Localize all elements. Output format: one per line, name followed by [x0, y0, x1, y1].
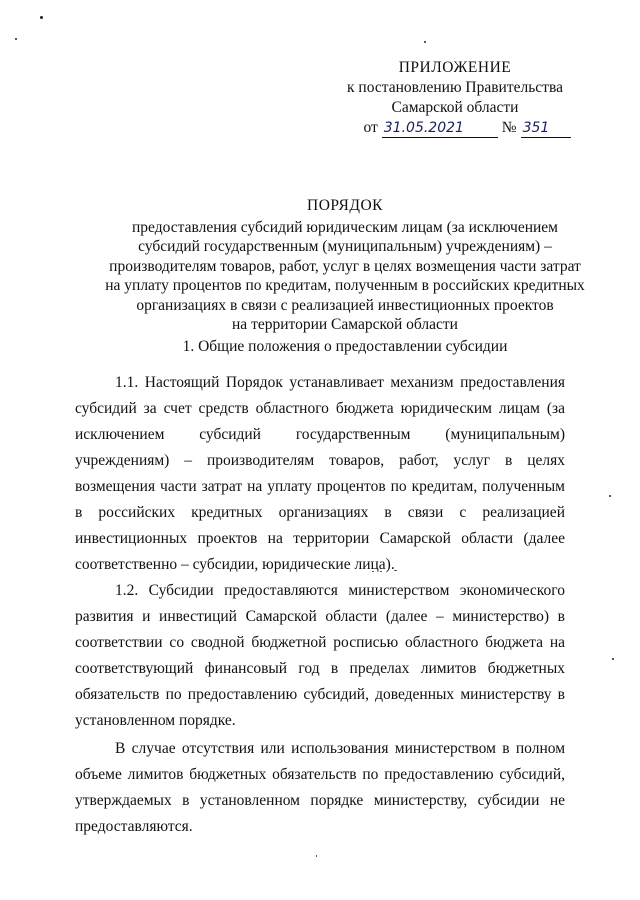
scan-speck [15, 38, 17, 40]
scan-speck [612, 658, 614, 660]
appendix-date-line [350, 118, 580, 138]
appendix-line-1: к постановлению Правительства [347, 79, 563, 96]
document-subtitle-line: на уплату процентов по кредитам, полученным в российских кредитных [105, 277, 585, 294]
date-prefix: от [363, 119, 378, 136]
document-title-block [60, 196, 630, 335]
handwritten-number: 351 [521, 119, 571, 138]
appendix-block [330, 58, 580, 138]
scan-speck [316, 855, 317, 857]
document-subtitle-line: организациях в связи с реализацией инвестиционных проектов [136, 296, 554, 314]
document-subtitle-line: производителям товаров, работ, услуг в целях возмещения части затрат [109, 257, 581, 275]
paragraph-1-2-continued: В случае отсутствия или использования министерством в полном объеме лимитов бюджетных обязательств по предоставлению субсидий, утверждаемых в установленном порядке министерству, субсидии не предоставляются. [75, 740, 565, 835]
handwritten-date: 31.05.2021 [382, 119, 498, 138]
paragraph-1-1: 1.1. Настоящий Порядок устанавливает механизм предоставления субсидий за счет средств областного бюджета юридическим лицам (за исключением субсидий государственным (муниципальным) учреждениям) – производителям товаров, работ, услуг в целях возмещения части затрат на уплату процентов по кредитам, полученным в российских кредитных организациях в связи с реализацией инвестиционных проектов на территории Самарской области (далее соответственно – субсидии, юридические лица). [75, 374, 565, 573]
scan-speck [40, 16, 43, 19]
appendix-title: ПРИЛОЖЕНИЕ [398, 59, 512, 76]
section-heading: 1. Общие положения о предоставлении субсидии [182, 338, 508, 355]
scan-speck [609, 495, 611, 497]
document-subtitle-line: субсидий государственным (муниципальным) учреждениям) – [138, 238, 552, 255]
document-subtitle-line: предоставления субсидий юридическим лицам (за исключением [132, 218, 558, 236]
scan-speck [424, 41, 426, 43]
paragraph-1-2: 1.2. Субсидии предоставляются министерством экономического развития и инвестиций Самарской области (далее – министерство) в соответствии со сводной бюджетной росписью областного бюджета на соответствующий финансовый год в пределах лимитов бюджетных обязательств по предоставлению субсидий, доведенных министерству в установленном порядке. [75, 582, 565, 729]
number-prefix: № [501, 119, 517, 136]
appendix-line-2: Самарской области [391, 99, 519, 116]
document-subtitle-line: на территории Самарской области [232, 316, 458, 333]
document-heading: ПОРЯДОК [307, 197, 383, 214]
